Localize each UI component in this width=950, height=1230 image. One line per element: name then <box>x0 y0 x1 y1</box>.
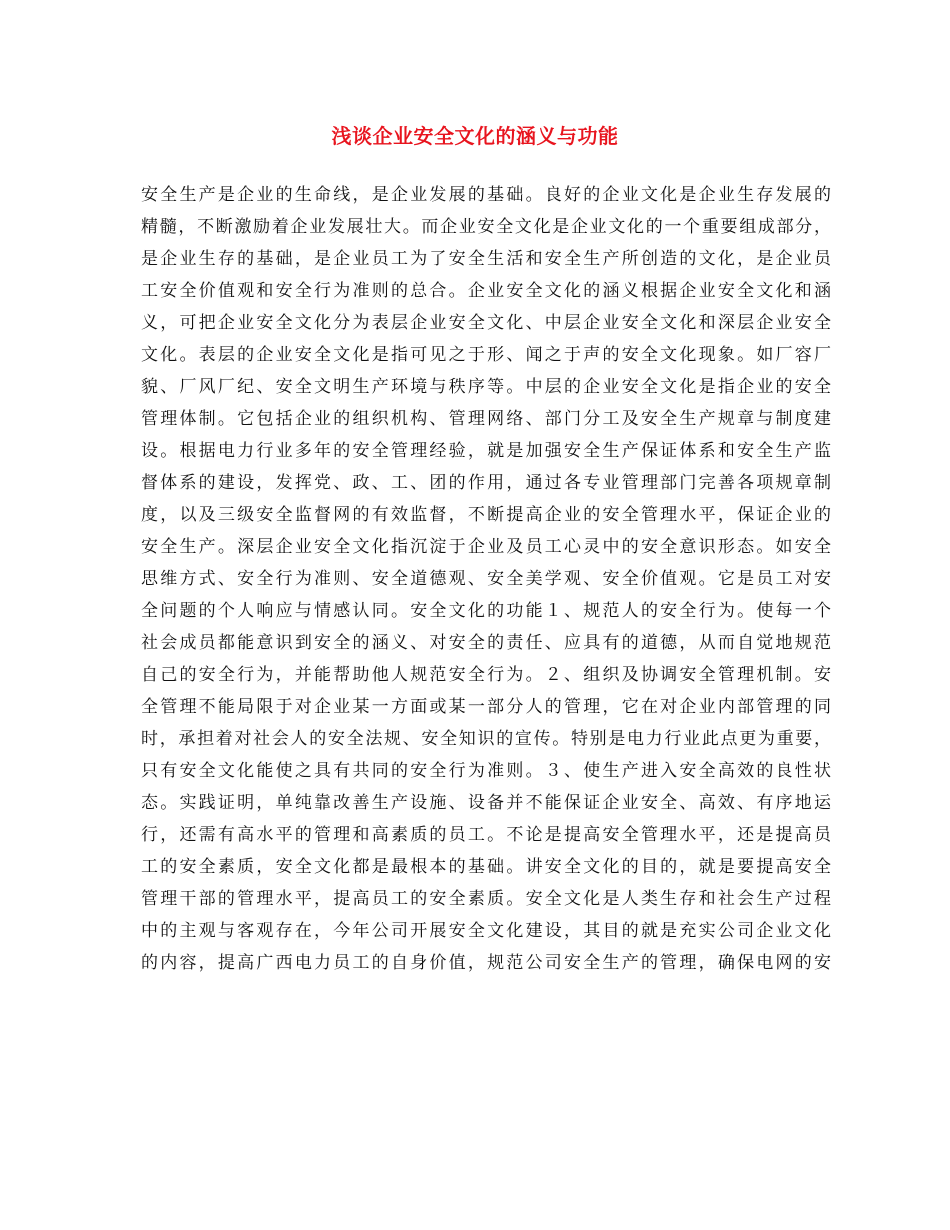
document-title: 浅谈企业安全文化的涵义与功能 <box>331 124 619 148</box>
body-line: 督体系的建设，发挥党、政、工、团的作用，通过各专业管理部门完善各项规章制 <box>141 473 831 493</box>
body-line: 工安全价值观和安全行为准则的总合。企业安全文化的涵义根据企业安全文化和涵 <box>141 281 831 301</box>
body-line: 安全生产。深层企业安全文化指沉淀于企业及员工心灵中的安全意识形态。如安全 <box>141 537 831 557</box>
body-line: 自己的安全行为，并能帮助他人规范安全行为。２、组织及协调安全管理机制。安 <box>141 665 831 685</box>
body-line: 管理干部的管理水平，提高员工的安全素质。安全文化是人类生存和社会生产过程 <box>141 889 831 909</box>
body-line: 思维方式、安全行为准则、安全道德观、安全美学观、安全价值观。它是员工对安 <box>141 569 831 589</box>
body-line: 全问题的个人响应与情感认同。安全文化的功能１、规范人的安全行为。使每一个 <box>141 601 831 621</box>
body-line: 度，以及三级安全监督网的有效监督，不断提高企业的安全管理水平，保证企业的 <box>141 505 831 525</box>
body-line: 态。实践证明，单纯靠改善生产设施、设备并不能保证企业安全、高效、有序地运 <box>141 793 831 813</box>
body-line: 文化。表层的企业安全文化是指可见之于形、闻之于声的安全文化现象。如厂容厂 <box>141 345 831 365</box>
body-line: 社会成员都能意识到安全的涵义、对安全的责任、应具有的道德，从而自觉地规范 <box>141 633 831 653</box>
body-line: 只有安全文化能使之具有共同的安全行为准则。３、使生产进入安全高效的良性状 <box>141 761 831 781</box>
body-line: 设。根据电力行业多年的安全管理经验，就是加强安全生产保证体系和安全生产监 <box>141 441 831 461</box>
body-line: 的内容，提高广西电力员工的自身价值，规范公司安全生产的管理，确保电网的安 <box>141 953 831 973</box>
body-line: 行，还需有高水平的管理和高素质的员工。不论是提高安全管理水平，还是提高员 <box>141 825 831 845</box>
body-line: 全管理不能局限于对企业某一方面或某一部分人的管理，它在对企业内部管理的同 <box>141 697 831 717</box>
body-line: 是企业生存的基础，是企业员工为了安全生活和安全生产所创造的文化，是企业员 <box>141 249 831 269</box>
body-line: 时，承担着对社会人的安全法规、安全知识的宣传。特别是电力行业此点更为重要， <box>141 729 831 749</box>
body-line: 义，可把企业安全文化分为表层企业安全文化、中层企业安全文化和深层企业安全 <box>141 313 831 333</box>
document-body <box>141 179 831 979</box>
body-line: 精髓，不断激励着企业发展壮大。而企业安全文化是企业文化的一个重要组成部分， <box>141 217 831 237</box>
body-line: 管理体制。它包括企业的组织机构、管理网络、部门分工及安全生产规章与制度建 <box>141 409 831 429</box>
body-line: 安全生产是企业的生命线，是企业发展的基础。良好的企业文化是企业生存发展的 <box>141 185 831 205</box>
body-line: 中的主观与客观存在，今年公司开展安全文化建设，其目的就是充实公司企业文化 <box>141 921 831 941</box>
body-line: 貌、厂风厂纪、安全文明生产环境与秩序等。中层的企业安全文化是指企业的安全 <box>141 377 831 397</box>
body-line: 工的安全素质，安全文化都是最根本的基础。讲安全文化的目的，就是要提高安全 <box>141 857 831 877</box>
